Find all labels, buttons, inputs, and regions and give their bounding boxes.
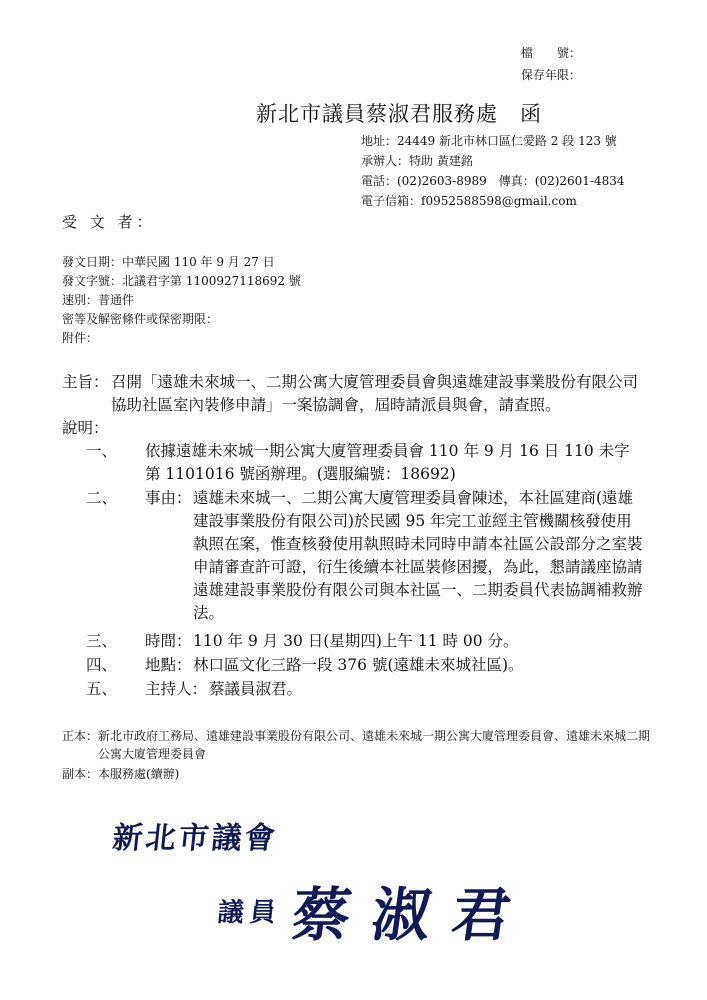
subject-label: 主旨： bbox=[62, 373, 109, 391]
item-text: 林口區文化三路一段 376 號(遠雄未來城社區)。 bbox=[193, 656, 524, 674]
item-text: 蔡議員淑君。 bbox=[209, 680, 303, 698]
speed-class: 速別：普通件 bbox=[62, 293, 135, 307]
item-number: 三、 bbox=[86, 632, 118, 650]
item-number: 五、 bbox=[86, 680, 118, 698]
primary-copy-label: 正本： bbox=[62, 729, 99, 743]
councilor-title-seal: 議員 bbox=[216, 898, 284, 928]
primary-copy-recipients: 新北市政府工務局、遠雄建設事業股份有限公司、遠雄未來城一期公寓大廈管理委員會、遠雄未來城二期公寓大廈管理委員會 bbox=[98, 729, 651, 761]
item-number: 二、 bbox=[86, 489, 118, 507]
subject-text: 召開「遠雄未來城一、二期公寓大廈管理委員會與遠雄建設事業股份有限公司協助社區室內裝修申請」一案協調會，屆時請派員與會，請查照。 bbox=[111, 373, 639, 414]
item-heading: 時間： bbox=[145, 632, 192, 650]
issue-date: 發文日期：中華民國 110 年 9 月 27 日 bbox=[62, 255, 275, 269]
meta-block bbox=[62, 253, 301, 348]
item-text: 110 年 9 月 30 日(星期四)上午 11 時 00 分。 bbox=[193, 632, 519, 650]
item-text: 依據遠雄未來城一期公寓大廈管理委員會 110 年 9 月 16 日 110 未字第 1101016 號函辦理。(選服編號：18692) bbox=[145, 442, 630, 483]
council-seal-text: 新北市議會 bbox=[110, 821, 280, 856]
councilor-name-seal: 蔡淑君 bbox=[287, 881, 538, 949]
sender-address: 地址：24449 新北市林口區仁愛路 2 段 123 號 bbox=[361, 134, 617, 148]
sender-block bbox=[361, 131, 625, 211]
item-number: 一、 bbox=[86, 442, 118, 460]
item-heading: 主持人： bbox=[145, 680, 208, 698]
file-number-label: 檔 號： bbox=[521, 46, 582, 60]
secondary-copy-label: 副本： bbox=[62, 767, 99, 781]
retention-label: 保存年限： bbox=[521, 68, 582, 82]
attachment: 附件： bbox=[62, 331, 99, 345]
secondary-copy-recipients: 本服務處(續辦) bbox=[98, 767, 180, 781]
sender-phone: 電話：(02)2603-8989 傳真：(02)2601-4834 bbox=[361, 174, 625, 188]
sender-contact: 承辦人：特助 黃建銘 bbox=[361, 154, 473, 168]
explanation-label: 說明： bbox=[62, 419, 109, 437]
document-number: 發文字號：北議君字第 1100927118692 號 bbox=[62, 274, 301, 288]
sender-email: 電子信箱：f0952588598@gmail.com bbox=[361, 194, 577, 208]
document-title: 新北市議員蔡淑君服務處 函 bbox=[256, 102, 542, 126]
item-heading: 地點： bbox=[145, 656, 192, 674]
item-heading: 事由： bbox=[145, 489, 192, 507]
recipient-label: 受 文 者： bbox=[62, 213, 156, 231]
item-number: 四、 bbox=[86, 656, 118, 674]
secrecy-level: 密等及解密條件或保密期限： bbox=[62, 312, 219, 326]
item-text: 遠雄未來城一、二期公寓大廈管理委員會陳述，本社區建商(遠雄建設事業股份有限公司)於民國 95 年完工並經主管機關核發使用執照在案，惟查核發使用執照時未同時申請本社區公設部分之室裝申請審查許可證，衍生後續本社區裝修困擾，為此，懇請議座協請遠雄建設事業股份有限公司與本社區一、二期委員代表協調補救辦法。 bbox=[193, 489, 643, 622]
